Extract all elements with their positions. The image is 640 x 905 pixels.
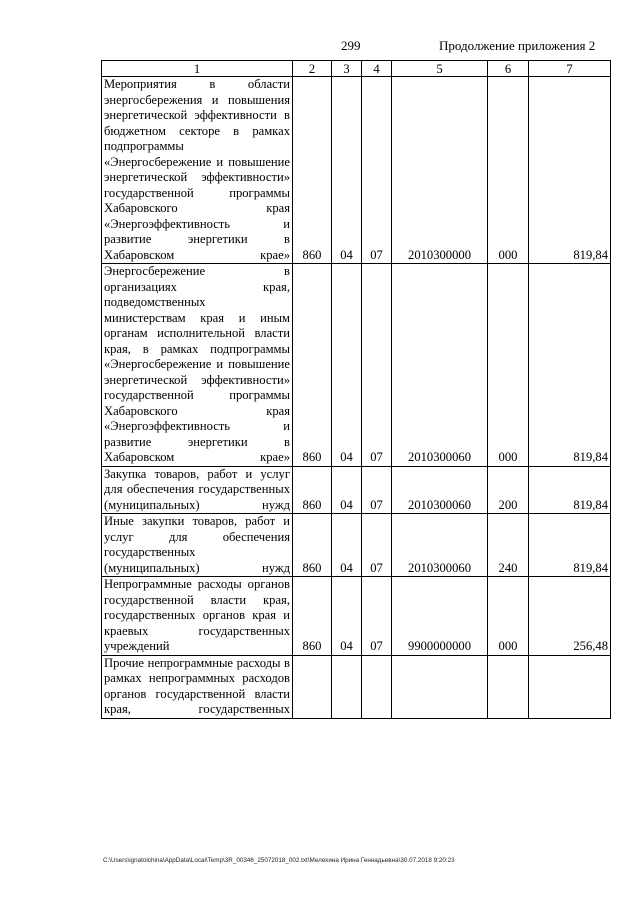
- table-row: [102, 514, 611, 577]
- column-header: 2: [293, 61, 332, 77]
- ministry-code: 860: [293, 77, 332, 264]
- subsection-code: [362, 655, 392, 718]
- column-header: 6: [488, 61, 529, 77]
- target-code: 9900000000: [392, 577, 488, 656]
- section-code: 04: [332, 264, 362, 467]
- row-name: Закупка товаров, работ и услуг для обеспечения государственных (муниципальных) нужд: [102, 466, 293, 514]
- table-row: [102, 466, 611, 514]
- amount: 256,48: [529, 577, 611, 656]
- expense-type-code: 200: [488, 466, 529, 514]
- ministry-code: 860: [293, 577, 332, 656]
- amount: 819,84: [529, 264, 611, 467]
- amount: [529, 655, 611, 718]
- amount: 819,84: [529, 77, 611, 264]
- table-row: [102, 264, 611, 467]
- section-code: [332, 655, 362, 718]
- subsection-code: 07: [362, 514, 392, 577]
- continuation-label: Продолжение приложения 2: [439, 38, 596, 53]
- table-header-row: [102, 61, 611, 77]
- target-code: 2010300060: [392, 466, 488, 514]
- expense-type-code: 000: [488, 264, 529, 467]
- ministry-code: 860: [293, 514, 332, 577]
- table-row: [102, 77, 611, 264]
- row-name: Прочие непрограммные расходы в рамках непрограммных расходов органов государственной власти края, государственных: [102, 655, 293, 718]
- ministry-code: 860: [293, 264, 332, 467]
- subsection-code: 07: [362, 264, 392, 467]
- section-code: 04: [332, 514, 362, 577]
- expense-type-code: 240: [488, 514, 529, 577]
- expense-type-code: [488, 655, 529, 718]
- ministry-code: 860: [293, 466, 332, 514]
- column-header: 7: [529, 61, 611, 77]
- column-header: 5: [392, 61, 488, 77]
- column-header: 4: [362, 61, 392, 77]
- footer-file-path: C:\Users\ignatolchina\AppData\Local\Temp\3R_00346_25072018_002.txt\Мелехина Ирина Геннадьевна\30.07.2018 9:20:23: [103, 857, 455, 864]
- expense-type-code: 000: [488, 77, 529, 264]
- column-header: 1: [102, 61, 293, 77]
- expense-type-code: 000: [488, 577, 529, 656]
- amount: 819,84: [529, 514, 611, 577]
- section-code: 04: [332, 77, 362, 264]
- target-code: [392, 655, 488, 718]
- column-header: 3: [332, 61, 362, 77]
- table-row: [102, 577, 611, 656]
- subsection-code: 07: [362, 466, 392, 514]
- subsection-code: 07: [362, 77, 392, 264]
- target-code: 2010300060: [392, 264, 488, 467]
- row-name: Иные закупки товаров, работ и услуг для обеспечения государственных (муниципальных) нужд: [102, 514, 293, 577]
- target-code: 2010300060: [392, 514, 488, 577]
- row-name: Мероприятия в области энергосбережения и повышения энергетической эффективности в бюджетном секторе в рамках подпрограммы «Энергосбережение и повышение энергетической эффективности» государственной программы Хабаровского края «Энергоэффективность и развитие энергетики в Хабаровском крае»: [102, 77, 293, 264]
- page-number: 299: [341, 38, 361, 53]
- ministry-code: [293, 655, 332, 718]
- target-code: 2010300000: [392, 77, 488, 264]
- section-code: 04: [332, 577, 362, 656]
- row-name: Энергосбережение в организациях края, подведомственных министерствам края и иным органам исполнительной власти края, в рамках подпрограммы «Энергосбережение и повышение энергетической эффективности» государственной программы Хабаровского края «Энергоэффективность и развитие энергетики в Хабаровском крае»: [102, 264, 293, 467]
- table-row: [102, 655, 611, 718]
- subsection-code: 07: [362, 577, 392, 656]
- amount: 819,84: [529, 466, 611, 514]
- row-name: Непрограммные расходы органов государственной власти края, государственных органов края и краевых государственных учреждений: [102, 577, 293, 656]
- budget-table: [101, 60, 611, 719]
- section-code: 04: [332, 466, 362, 514]
